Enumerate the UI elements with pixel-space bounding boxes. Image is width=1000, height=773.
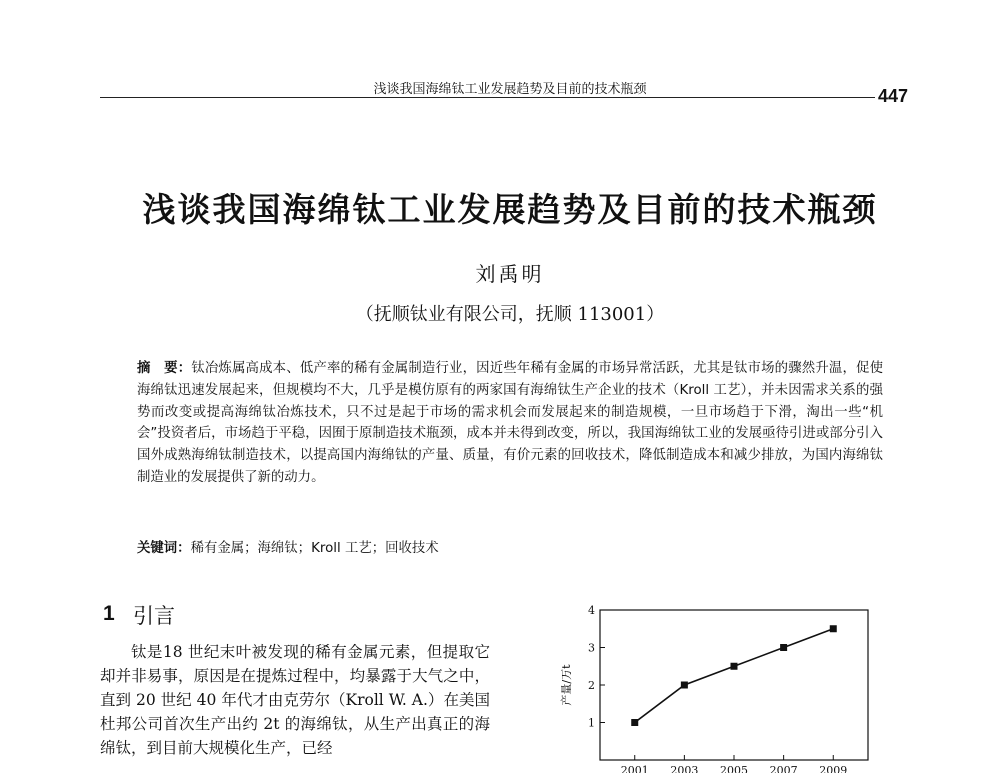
data-point (780, 644, 787, 651)
keywords (137, 537, 883, 556)
data-point (830, 625, 837, 632)
data-point (681, 682, 688, 689)
abstract-text: 钛冶炼属高成本、低产率的稀有金属制造行业，因近些年稀有金属的市场异常活跃，尤其是钛市场的骤然升温，促使海绵钛迅速发展起来，但规模均不大，几乎是模仿原有的两家国有海绵钛生产企业的技术（Kroll 工艺），并未因需求关系的强势而改变或提高海绵钛冶炼技术，只不过是起于市场的需求机会而发展起来的制造规模，一旦市场趋于下滑，淘出一些“机会”投资者后，市场趋于平稳，因囿于原制造技术瓶颈，成本并未得到改变，所以，我国海绵钛工业的发展亟待引进或部分引入国外成熟海绵钛制造技术，以提高国内海绵钛的产量、质量，有价元素的回收技术，降低制造成本和减少排放，为国内海绵钛制造业的发展提供了新的动力。 (137, 361, 884, 485)
chart-x-ticks (621, 755, 848, 773)
running-head: 浅谈我国海绵钛工业发展趋势及目前的技术瓶颈 (373, 82, 647, 97)
x-tick-label: 2003 (670, 764, 699, 773)
y-tick-label: 4 (588, 604, 595, 617)
x-tick-label: 2007 (769, 764, 798, 773)
section-number: 1 (103, 602, 115, 625)
section-title: 引言 (133, 604, 175, 628)
chart-series-line (635, 629, 834, 723)
chart-y-ticks (588, 604, 605, 730)
x-tick-label: 2009 (819, 764, 848, 773)
abstract-label: 摘 要： (137, 361, 192, 376)
chart-y-label: 产量/万t (560, 664, 573, 706)
y-tick-label: 3 (588, 641, 595, 655)
abstract (137, 358, 883, 489)
article-title: 浅谈我国海绵钛工业发展趋势及目前的技术瓶颈 (142, 190, 878, 229)
data-point (731, 663, 738, 670)
production-chart (540, 598, 880, 773)
affiliation: （抚顺钛业有限公司，抚顺 113001） (355, 304, 665, 325)
body-text (100, 640, 490, 760)
y-tick-label: 1 (588, 716, 595, 730)
page-number: 447 (878, 86, 909, 106)
header-rule (100, 97, 875, 98)
y-tick-label: 2 (588, 679, 595, 692)
chart-frame (600, 610, 868, 760)
x-tick-label: 2001 (620, 764, 649, 773)
author-name: 刘禹明 (475, 262, 545, 286)
x-tick-label: 2005 (720, 764, 748, 773)
keywords-text: 稀有金属；海绵钛；Kroll 工艺；回收技术 (190, 541, 439, 556)
data-point (631, 719, 638, 726)
body-paragraph: 钛是18 世纪末叶被发现的稀有金属元素，但提取它却并非易事，原因是在提炼过程中，均暴露于大气之中，直到 20 世纪 40 年代才由克劳尔（Kroll W. A.）在美国杜邦公司首次生产出约 2t 的海绵钛，从生产出真正的海绵钛，到目前大规模化生产，已经 (100, 643, 490, 757)
chart-axes (600, 610, 868, 760)
keywords-label: 关键词： (137, 541, 191, 556)
chart-points (631, 625, 837, 726)
